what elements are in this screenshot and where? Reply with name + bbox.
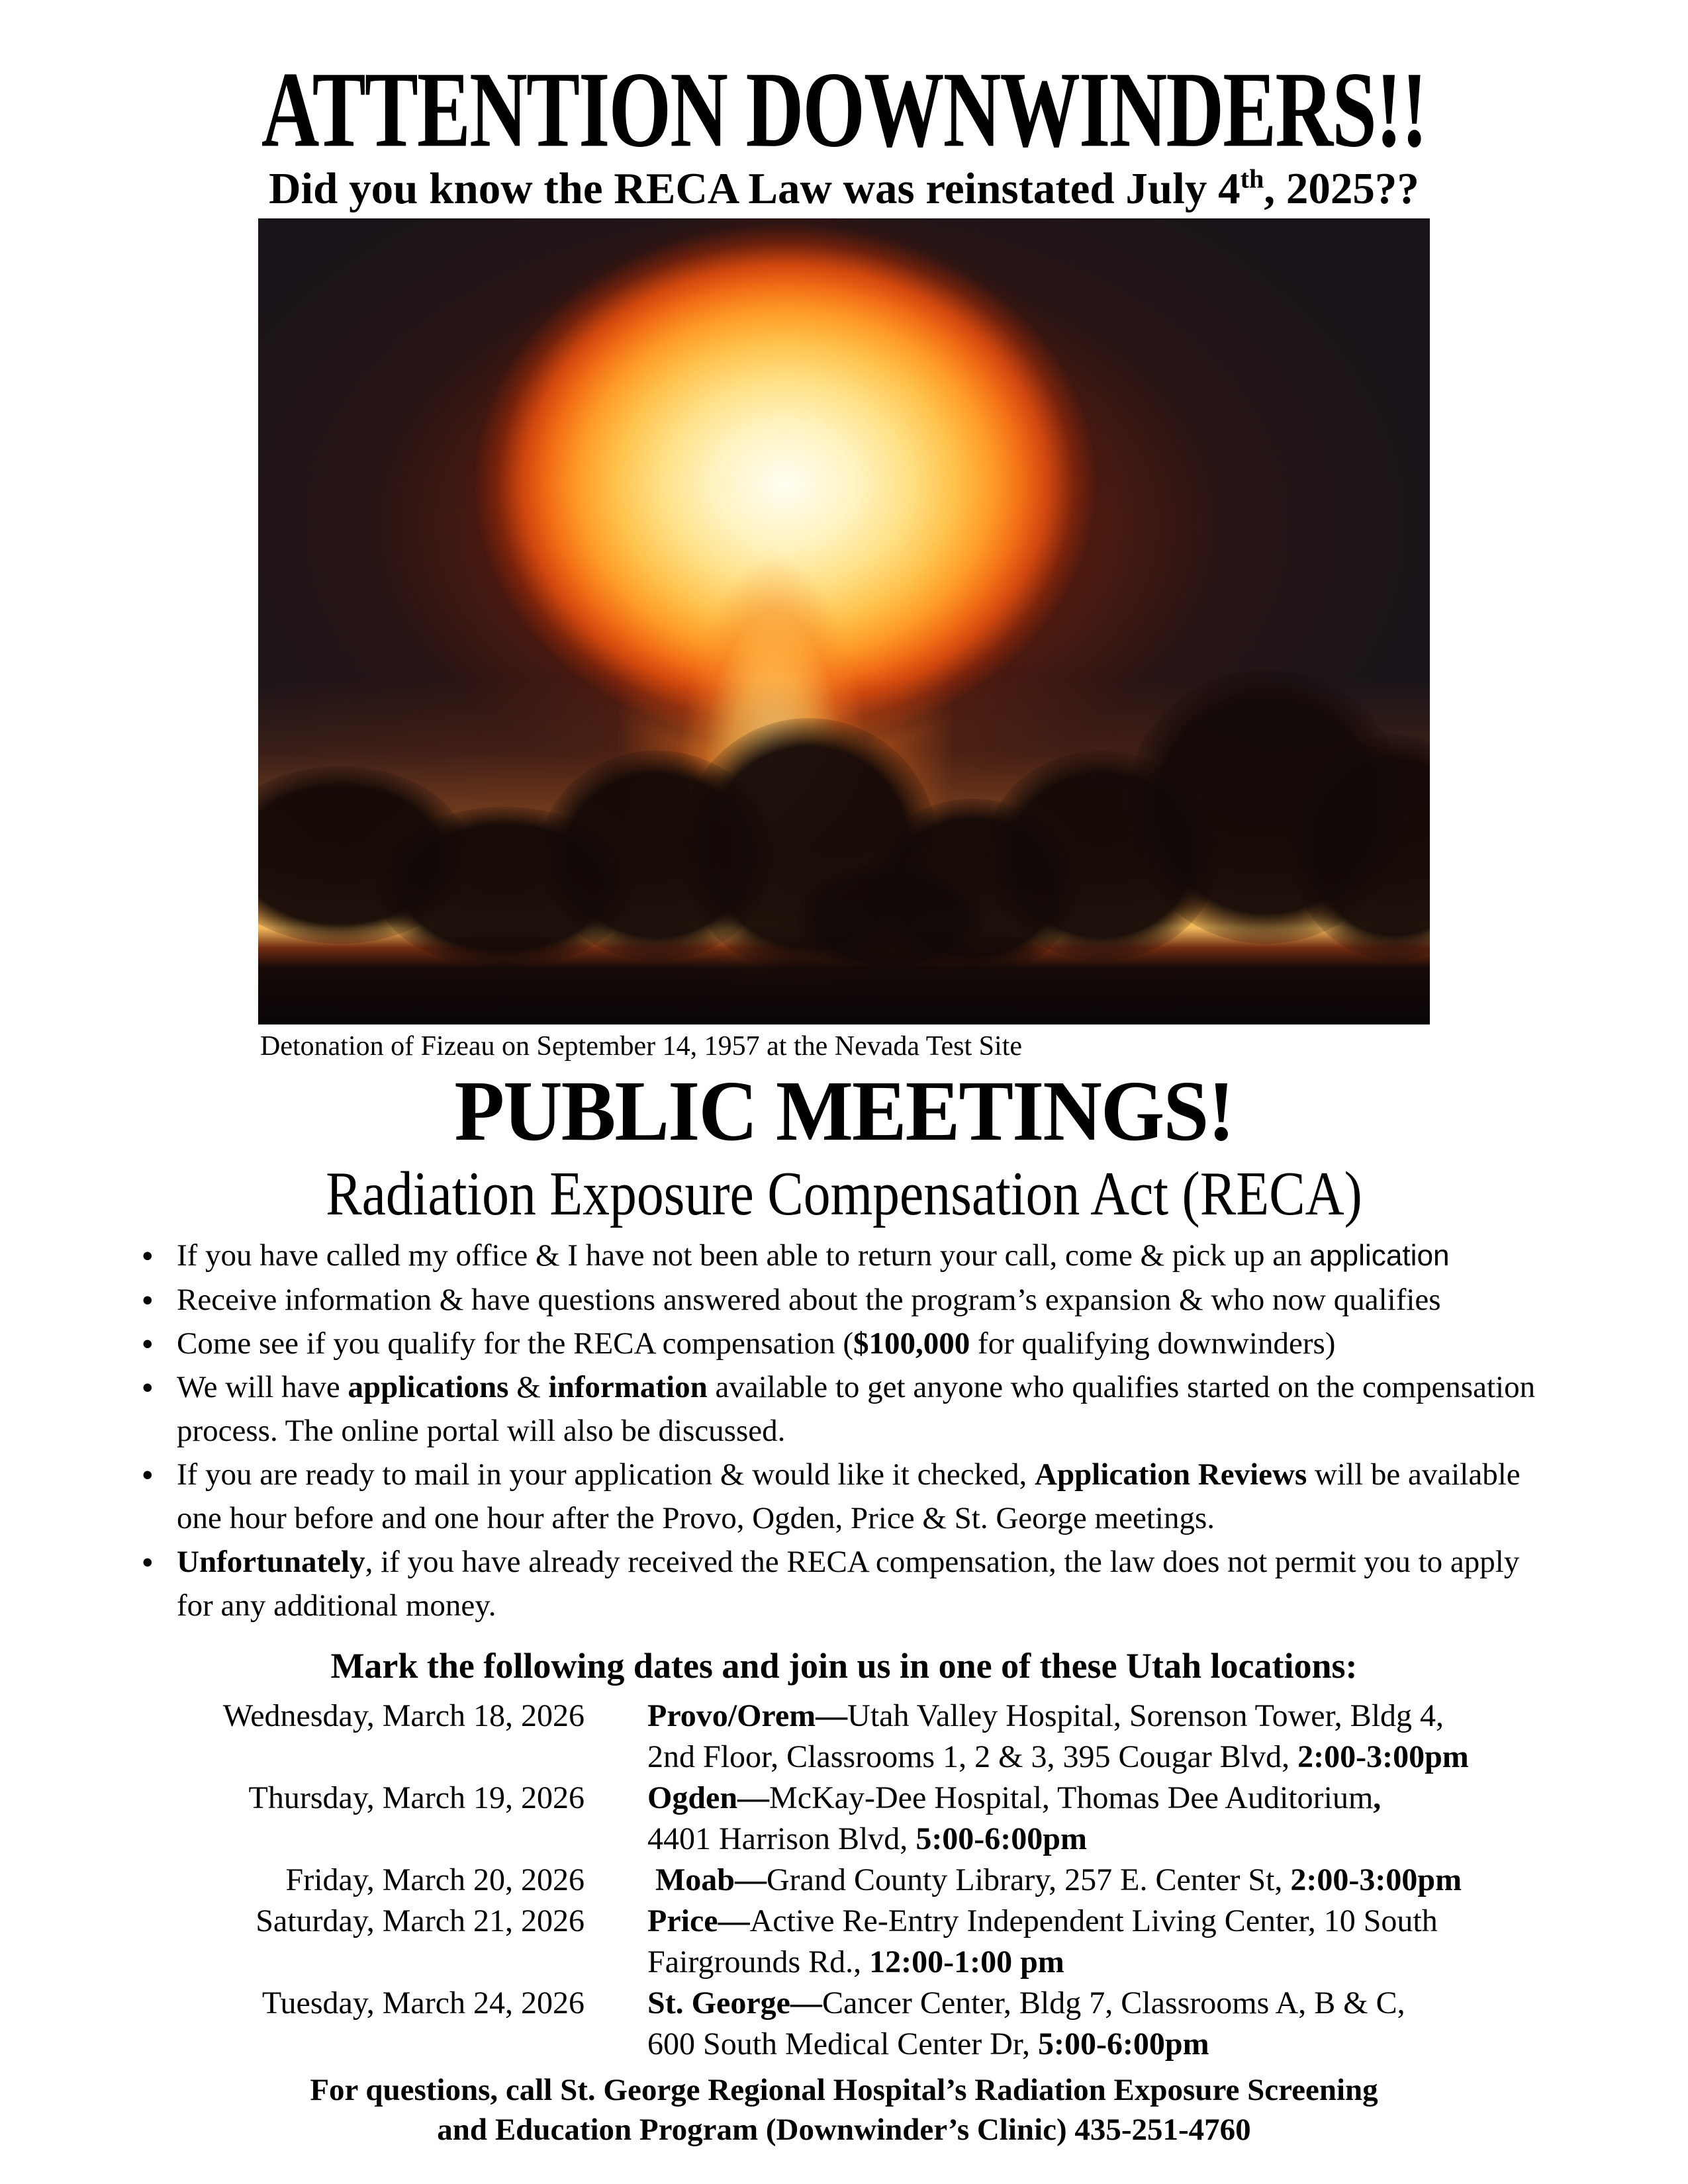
text-segment: &	[508, 1370, 549, 1404]
schedule-location-line	[647, 1778, 1561, 1819]
text-segment: $100,000	[853, 1326, 970, 1361]
schedule-row	[169, 1778, 1566, 1860]
schedule-location-line	[647, 1983, 1561, 2024]
text-segment: information	[548, 1370, 708, 1404]
schedule-location-line	[647, 2024, 1561, 2065]
schedule-location	[647, 1696, 1561, 1778]
schedule-date: Saturday, March 21, 2026	[256, 1903, 585, 1938]
schedule-location	[647, 1983, 1561, 2065]
footer-line-1: For questions, call St. George Regional Hospital’s Radiation Exposure Screening	[310, 2073, 1378, 2107]
text-segment: 5:00-6:00pm	[1037, 2026, 1209, 2062]
bullet-item	[140, 1540, 1560, 1627]
bullet-item	[140, 1234, 1560, 1278]
text-segment: 5:00-6:00pm	[915, 1821, 1087, 1856]
text-segment: If you have called my office & I have not been able to return your call, come & pick up an	[177, 1238, 1310, 1273]
text-segment: ,	[1373, 1780, 1382, 1815]
schedule-location-line	[647, 1696, 1561, 1737]
schedule-location-line	[647, 1942, 1561, 1983]
text-segment: Unfortunately	[177, 1545, 365, 1579]
text-segment	[647, 1862, 655, 1897]
photo-cloud-shape	[797, 863, 984, 976]
schedule-date: Friday, March 20, 2026	[285, 1862, 585, 1897]
schedule-date: Tuesday, March 24, 2026	[261, 1985, 585, 2021]
text-segment: St. George—	[647, 1985, 822, 2021]
schedule-date: Wednesday, March 18, 2026	[222, 1698, 585, 1733]
text-segment: Active Re-Entry Independent Living Center, 10 South	[749, 1903, 1438, 1938]
footer-line-2: and Education Program (Downwinder’s Clinic) 435-251-4760	[437, 2113, 1251, 2147]
text-segment: Receive information & have questions answered about the program’s expansion & who now qualifies	[177, 1283, 1441, 1317]
text-segment: We will have	[177, 1370, 348, 1404]
text-segment: Fairgrounds Rd.,	[647, 1944, 870, 1979]
schedule-date: Thursday, March 19, 2026	[248, 1780, 585, 1815]
text-segment: , if you have already received the RECA compensation, the law does not permit you to apply for any additional money.	[177, 1545, 1520, 1623]
schedule-row	[169, 1983, 1566, 2065]
text-segment: 600 South Medical Center Dr,	[647, 2026, 1038, 2062]
subtitle-superscript: th	[1240, 163, 1264, 194]
text-segment: Price—	[647, 1903, 750, 1938]
photo-caption: Detonation of Fizeau on September 14, 1957 at the Nevada Test Site	[260, 1031, 1023, 1062]
text-segment: Utah Valley Hospital, Sorenson Tower, Bldg 4,	[847, 1698, 1444, 1733]
text-segment: will be available one hour before and one hour after the Provo, Ogden, Price & St. George meetings.	[177, 1457, 1521, 1535]
text-segment: Come see if you qualify for the RECA compensation (	[177, 1326, 854, 1361]
bullet-item	[140, 1322, 1560, 1365]
schedule-location-line	[647, 1819, 1561, 1860]
reca-subheading: Radiation Exposure Compensation Act (RECA)	[326, 1158, 1362, 1229]
meeting-schedule	[169, 1696, 1566, 2065]
bullet-list	[140, 1234, 1560, 1627]
bullet-item	[140, 1278, 1560, 1322]
page-subtitle	[0, 163, 1688, 213]
text-segment: Moab—	[655, 1862, 767, 1897]
public-meetings-heading: PUBLIC MEETINGS!	[454, 1063, 1234, 1159]
subtitle-text-post: , 2025??	[1264, 164, 1419, 213]
schedule-location-line	[647, 1860, 1561, 1901]
text-segment: 2:00-3:00pm	[1290, 1862, 1462, 1897]
bullet-item	[140, 1453, 1560, 1540]
page-title: ATTENTION DOWNWINDERS!!	[261, 49, 1427, 170]
text-segment: 2nd Floor, Classrooms 1, 2 & 3, 395 Cougar Blvd,	[647, 1739, 1298, 1774]
text-segment: 2:00-3:00pm	[1297, 1739, 1469, 1774]
text-segment: application	[1309, 1240, 1450, 1272]
footer-contact	[0, 2070, 1688, 2150]
text-segment: Provo/Orem—	[647, 1698, 848, 1733]
schedule-location-line	[647, 1737, 1561, 1778]
text-segment: Ogden—	[647, 1780, 770, 1815]
schedule-location	[647, 1860, 1561, 1901]
text-segment: for qualifying downwinders)	[970, 1326, 1336, 1361]
text-segment: If you are ready to mail in your application & would like it checked,	[177, 1457, 1035, 1492]
text-segment: available to get anyone who qualifies started on the compensation process. The online portal will also be discussed.	[177, 1370, 1536, 1448]
mushroom-cloud-photo	[258, 218, 1430, 1024]
text-segment: Cancer Center, Bldg 7, Classrooms A, B & C,	[821, 1985, 1405, 2021]
text-segment: Application Reviews	[1035, 1457, 1307, 1492]
bullet-item	[140, 1365, 1560, 1453]
text-segment: 12:00-1:00 pm	[869, 1944, 1064, 1979]
text-segment: applications	[348, 1370, 509, 1404]
schedule-row	[169, 1696, 1566, 1778]
schedule-location	[647, 1901, 1561, 1983]
schedule-row	[169, 1860, 1566, 1901]
text-segment: 4401 Harrison Blvd,	[647, 1821, 916, 1856]
schedule-location	[647, 1778, 1561, 1860]
text-segment: Grand County Library, 257 E. Center St,	[767, 1862, 1291, 1897]
schedule-row	[169, 1901, 1566, 1983]
schedule-location-line	[647, 1901, 1561, 1942]
text-segment: McKay-Dee Hospital, Thomas Dee Auditorium	[769, 1780, 1374, 1815]
subtitle-text-pre: Did you know the RECA Law was reinstated July 4	[269, 164, 1241, 213]
schedule-intro: Mark the following dates and join us in one of these Utah locations:	[330, 1646, 1358, 1686]
